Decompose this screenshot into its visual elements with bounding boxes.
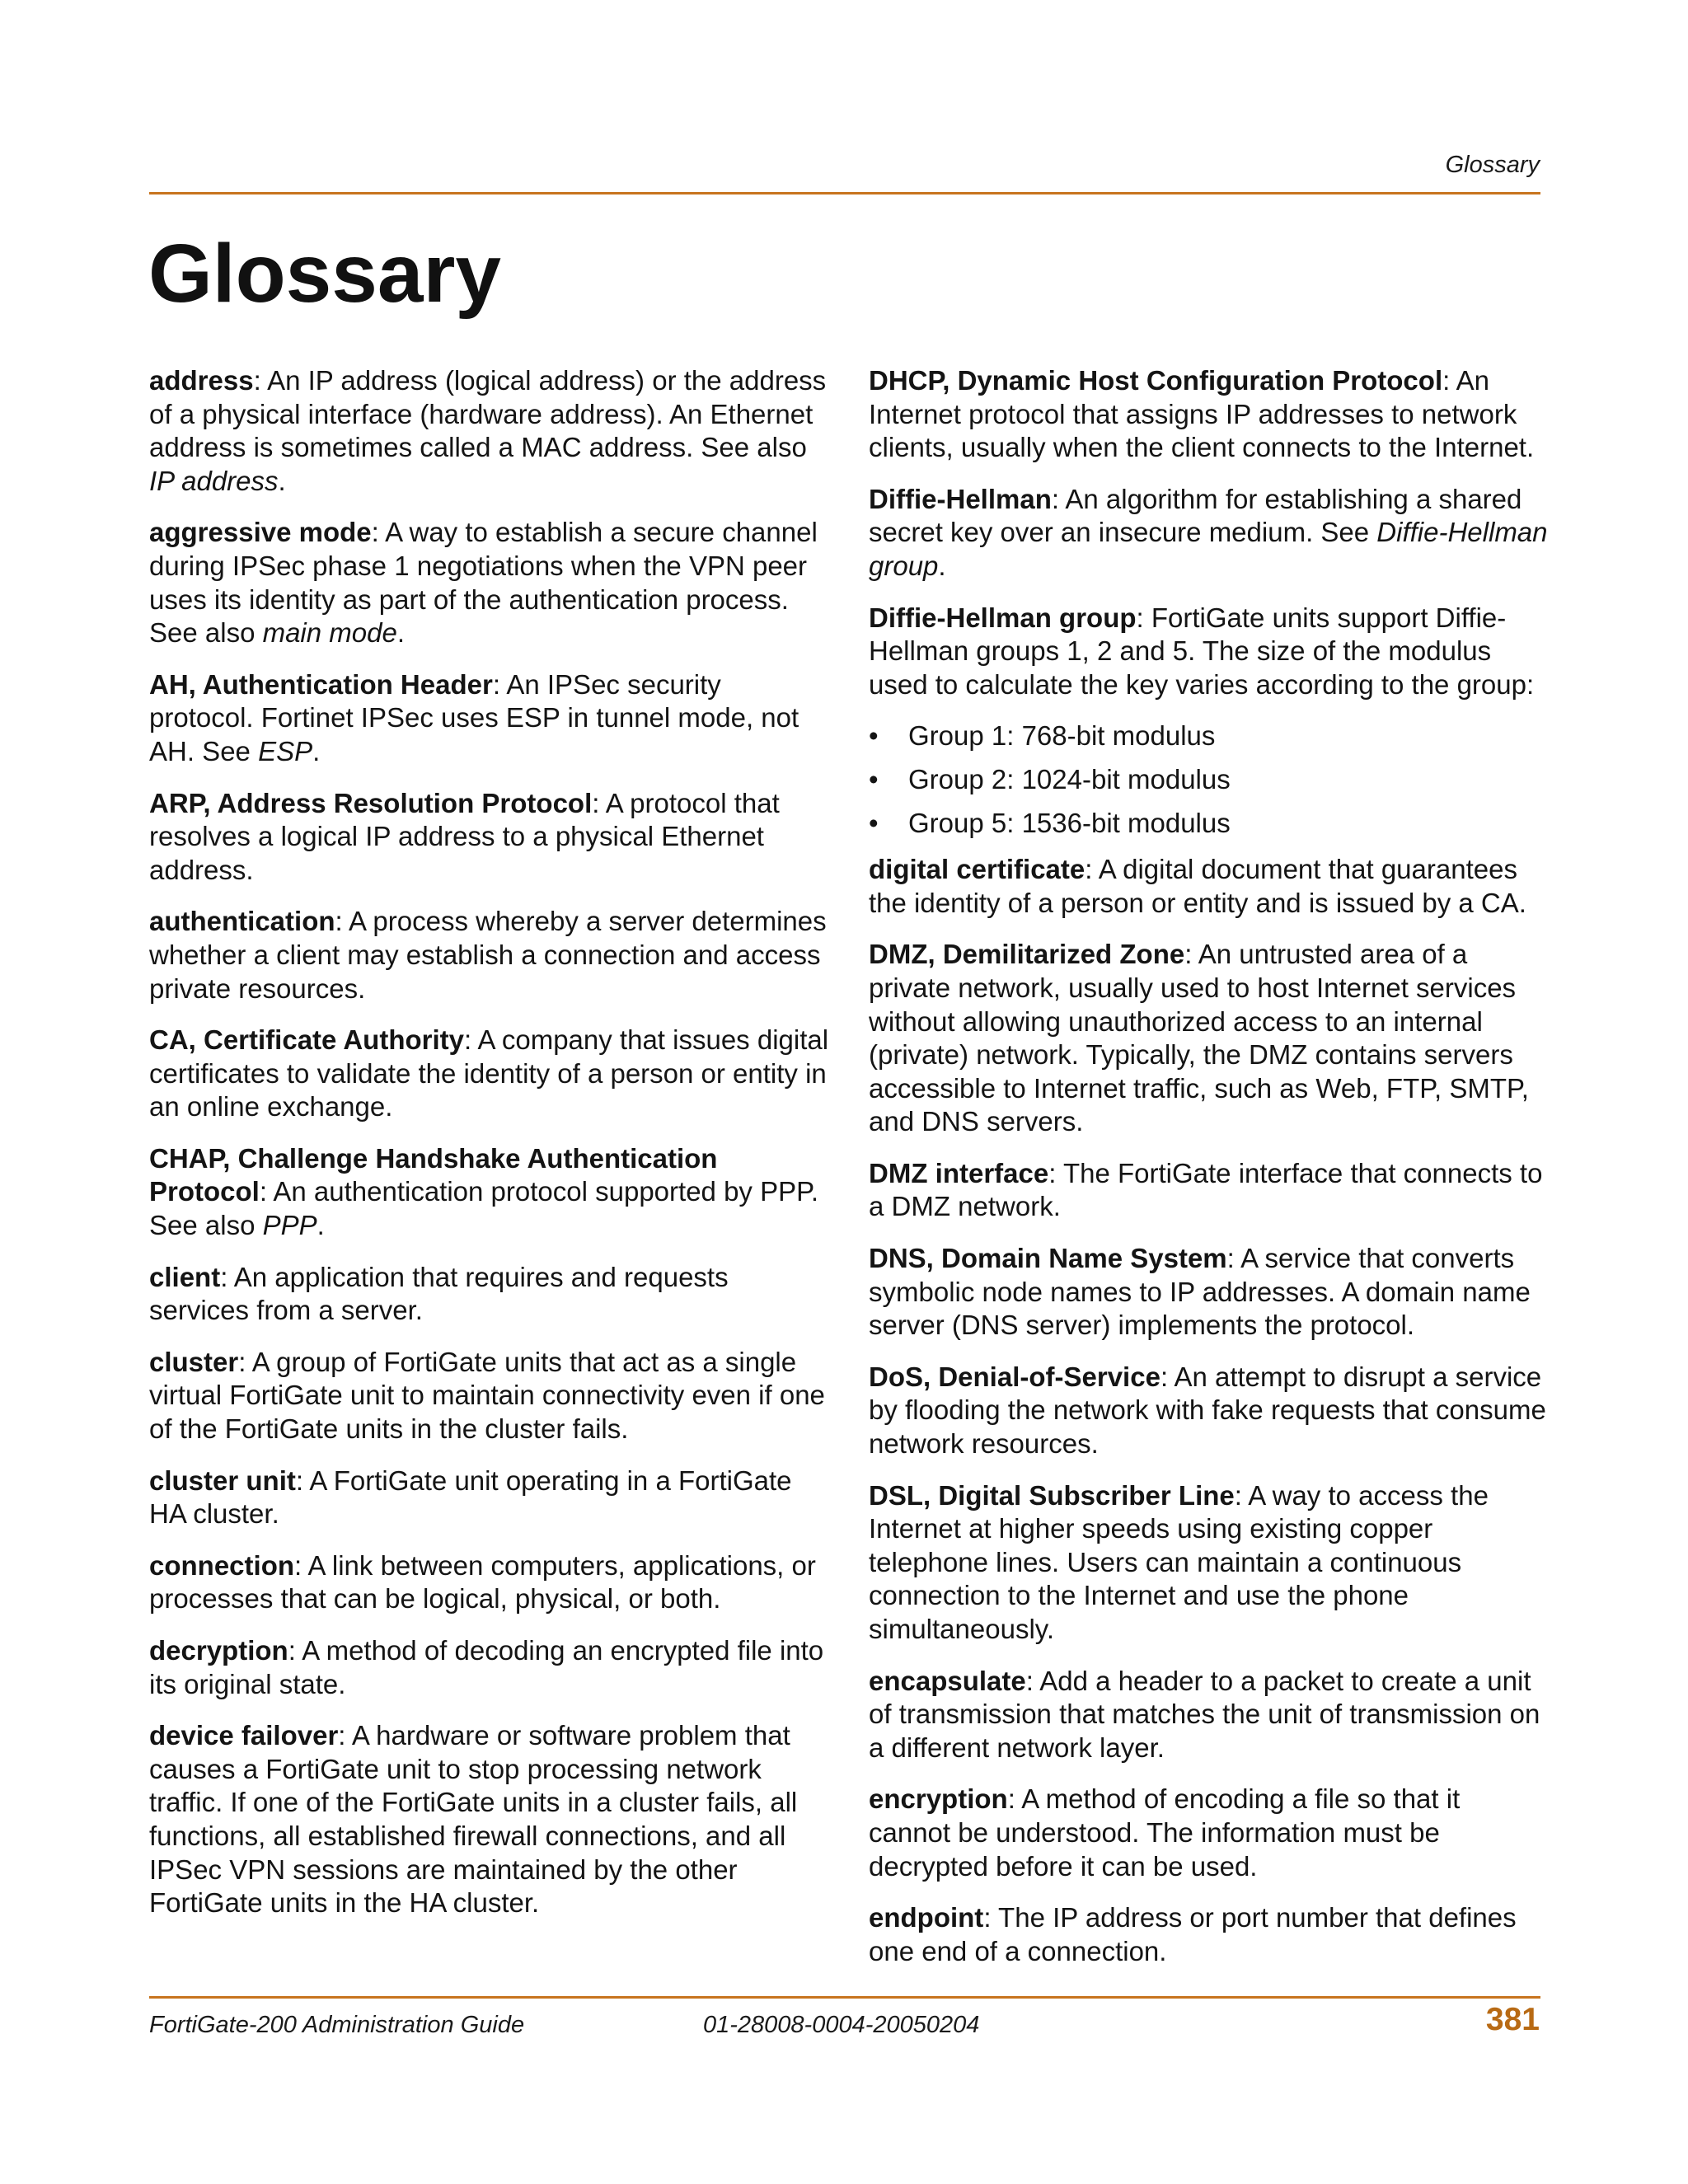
glossary-term: authentication	[149, 906, 335, 937]
glossary-term: DSL, Digital Subscriber Line	[869, 1479, 1235, 1511]
glossary-entry: cluster unit: A FortiGate unit operating in a FortiGate HA cluster.	[149, 1465, 792, 1530]
glossary-term: decryption	[149, 1635, 288, 1666]
bullet-icon: •	[869, 763, 879, 794]
glossary-entry: client: An application that requires and requests services from a server.	[149, 1261, 729, 1326]
glossary-column-right	[869, 364, 1549, 1986]
glossary-entry: CHAP, Challenge Handshake Authentication Protocol: An authentication protocol supported by PPP. See also PPP.	[149, 1142, 819, 1241]
glossary-entry: DSL, Digital Subscriber Line: A way to access the Internet at higher speeds using existing copper telephone lines. Users can maintain a continuous connection to the Internet and use the phone simultaneously.	[869, 1479, 1489, 1644]
glossary-term: encryption	[869, 1783, 1008, 1815]
glossary-term: device failover	[149, 1720, 339, 1751]
glossary-entry: cluster: A group of FortiGate units that act as a single virtual FortiGate unit to maintain connectivity even if one of the FortiGate units in the cluster fails.	[149, 1346, 825, 1445]
glossary-term: address	[149, 365, 254, 396]
list-item-text: Group 5: 1536-bit modulus	[908, 807, 1231, 838]
glossary-term: DMZ interface	[869, 1157, 1049, 1188]
diffie-hellman-group-list	[869, 719, 1549, 840]
glossary-entry-list	[869, 853, 1549, 1968]
list-item	[869, 807, 1549, 841]
glossary-entry: encapsulate: Add a header to a packet to create a unit of transmission that matches the unit of transmission on a different network layer.	[869, 1665, 1540, 1763]
running-header: Glossary	[1445, 152, 1540, 178]
footer-guide-title: FortiGate-200 Administration Guide	[149, 2012, 525, 2038]
footer-rule	[149, 1996, 1540, 1999]
glossary-entry: Diffie-Hellman group: FortiGate units support Diffie-Hellman groups 1, 2 and 5. The size of the modulus used to calculate the key varies according to the group:	[869, 602, 1535, 700]
glossary-term: DHCP, Dynamic Host Configuration Protocol	[869, 365, 1443, 396]
cross-reference: Diffie-Hellman group	[869, 517, 1548, 581]
glossary-column-left	[149, 364, 829, 1938]
glossary-entry: DNS, Domain Name System: A service that converts symbolic node names to IP addresses. A domain name server (DNS server) implements the protocol.	[869, 1243, 1531, 1341]
glossary-entry: decryption: A method of decoding an encrypted file into its original state.	[149, 1635, 824, 1699]
glossary-term: ARP, Address Resolution Protocol	[149, 787, 593, 818]
bullet-icon: •	[869, 807, 879, 838]
glossary-term: CA, Certificate Authority	[149, 1024, 464, 1056]
glossary-entry: DMZ, Demilitarized Zone: An untrusted area of a private network, usually used to host Internet services without allowing unauthorized access to an internal (private) network. Typically, the DMZ contains servers accessible to Internet traffic, such as Web, FTP, SMTP, and DNS servers.	[869, 939, 1529, 1137]
cross-reference: IP address	[149, 465, 279, 496]
glossary-term: cluster unit	[149, 1465, 296, 1496]
glossary-entry-list	[869, 364, 1549, 701]
glossary-entry: encryption: A method of encoding a file so that it cannot be understood. The information must be decrypted before it can be used.	[869, 1783, 1461, 1882]
glossary-term: endpoint	[869, 1902, 984, 1933]
cross-reference: PPP	[262, 1210, 317, 1241]
glossary-entry: CA, Certificate Authority: A company that issues digital certificates to validate the identity of a person or entity in an online exchange.	[149, 1024, 829, 1122]
glossary-entry-list	[149, 364, 829, 1920]
glossary-entry: aggressive mode: A way to establish a secure channel during IPSec phase 1 negotiations when the VPN peer uses its identity as part of the authentication process. See also main mode.	[149, 517, 818, 649]
glossary-term: aggressive mode	[149, 517, 372, 548]
glossary-entry: address: An IP address (logical address) or the address of a physical interface (hardware address). An Ethernet address is sometimes called a MAC address. See also IP address.	[149, 365, 827, 496]
page-title: Glossary	[148, 227, 502, 320]
page-number: 381	[1485, 2002, 1540, 2037]
cross-reference: main mode	[262, 617, 397, 649]
glossary-entry: DHCP, Dynamic Host Configuration Protocol: An Internet protocol that assigns IP addresses to network clients, usually when the client connects to the Internet.	[869, 365, 1535, 463]
glossary-term: DMZ, Demilitarized Zone	[869, 939, 1185, 970]
glossary-entry: endpoint: The IP address or port number that defines one end of a connection.	[869, 1902, 1517, 1966]
bullet-icon: •	[869, 720, 879, 752]
glossary-term: cluster	[149, 1346, 239, 1377]
glossary-entry: Diffie-Hellman: An algorithm for establishing a shared secret key over an insecure medium. See Diffie-Hellman group.	[869, 483, 1548, 581]
glossary-entry: connection: A link between computers, applications, or processes that can be logical, physical, or both.	[149, 1549, 816, 1615]
glossary-term: client	[149, 1261, 221, 1292]
list-item-text: Group 1: 768-bit modulus	[908, 720, 1216, 752]
list-item	[869, 763, 1549, 797]
glossary-term: encapsulate	[869, 1665, 1026, 1696]
glossary-term: connection	[149, 1549, 295, 1581]
glossary-entry: digital certificate: A digital document that guarantees the identity of a person or entity and is issued by a CA.	[869, 854, 1526, 918]
list-item	[869, 719, 1549, 753]
glossary-term: CHAP, Challenge Handshake Authentication Protocol	[149, 1142, 718, 1207]
glossary-term: Diffie-Hellman	[869, 483, 1052, 514]
footer-document-number: 01-28008-0004-20050204	[703, 2012, 980, 2038]
glossary-entry: ARP, Address Resolution Protocol: A protocol that resolves a logical IP address to a physical Ethernet address.	[149, 787, 780, 885]
glossary-entry: AH, Authentication Header: An IPSec security protocol. Fortinet IPSec uses ESP in tunnel mode, not AH. See ESP.	[149, 668, 799, 766]
glossary-term: AH, Authentication Header	[149, 668, 493, 700]
glossary-term: DNS, Domain Name System	[869, 1243, 1227, 1274]
glossary-entry: device failover: A hardware or software problem that causes a FortiGate unit to stop processing network traffic. If one of the FortiGate units in a cluster fails, all functions, all established firewall connections, and all IPSec VPN sessions are maintained by the other FortiGate units in the HA cluster.	[149, 1720, 798, 1919]
glossary-term: Diffie-Hellman group	[869, 602, 1137, 633]
glossary-entry: authentication: A process whereby a server determines whether a client may establish a connection and access private resources.	[149, 906, 827, 1004]
glossary-term: DoS, Denial-of-Service	[869, 1361, 1160, 1392]
header-rule	[149, 192, 1540, 194]
glossary-term: digital certificate	[869, 854, 1085, 885]
glossary-entry: DoS, Denial-of-Service: An attempt to disrupt a service by flooding the network with fake requests that consume network resources.	[869, 1361, 1546, 1460]
glossary-entry: DMZ interface: The FortiGate interface that connects to a DMZ network.	[869, 1157, 1543, 1222]
list-item-text: Group 2: 1024-bit modulus	[908, 763, 1231, 794]
cross-reference: ESP	[258, 735, 313, 766]
